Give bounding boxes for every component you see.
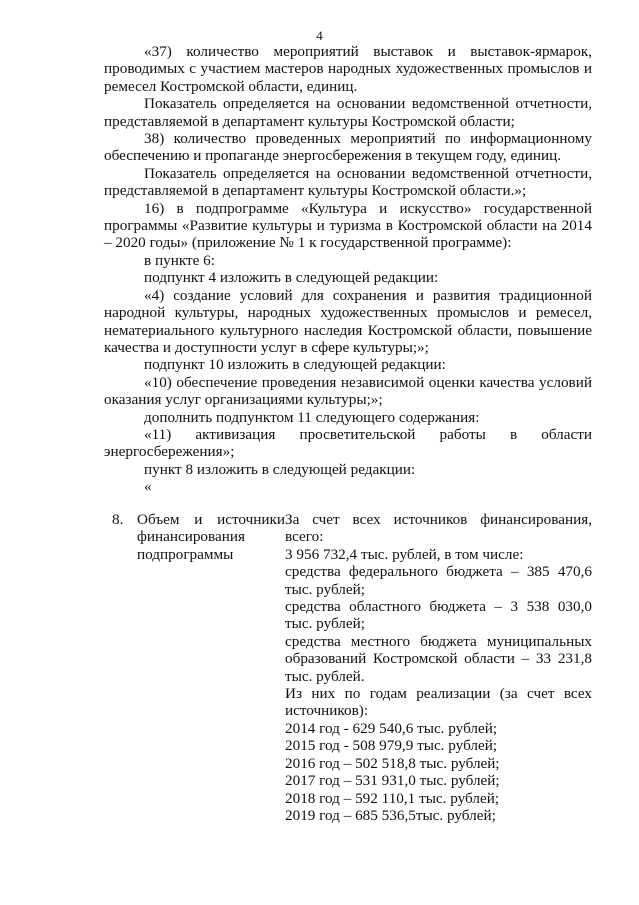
paragraph-item-16: 16) в подпрограмме «Культура и искусство» государственной программы «Развитие культуры и туризма в Костромской области на 2014 – 2020 годы» (приложение № 1 к государственной программе): <box>104 199 592 252</box>
financing-total: 3 956 732,4 тыс. рублей, в том числе: <box>285 545 524 563</box>
paragraph-point-8-intro: пункт 8 изложить в следующей редакции: <box>144 460 416 478</box>
financing-federal: средства федерального бюджета – 385 470,6 тыс. рублей; <box>285 563 592 598</box>
paragraph-subpoint-4-text: «4) создание условий для сохранения и развития традиционной народной культуры, народных художественных промыслов и ремесел, нематериального культурного наследия Костромской области, повышение качества и доступности услуг в сфере культуры;»; <box>104 286 592 356</box>
table-row-name-rest: финансирования подпрограммы <box>137 528 245 563</box>
financing-year-2017: 2017 год – 531 931,0 тыс. рублей; <box>285 772 500 790</box>
table-row-number: 8. <box>112 511 124 528</box>
paragraph-subpoint-4-intro: подпункт 4 изложить в следующей редакции: <box>144 269 439 287</box>
financing-year-2016: 2016 год – 502 518,8 тыс. рублей; <box>285 754 500 772</box>
financing-year-2014: 2014 год - 629 540,6 тыс. рублей; <box>285 719 498 737</box>
financing-table <box>112 511 592 824</box>
opening-quote: « <box>144 478 152 496</box>
table-row-content <box>285 511 592 824</box>
paragraph-item-37: «37) количество мероприятий выставок и выставок-ярмарок, проводимых с участием мастеров народных художественных промыслов и ремесел Костромской области, единиц. <box>104 43 592 95</box>
paragraph-indicator-note-1: Показатель определяется на основании ведомственной отчетности, представляемой в департамент культуры Костромской области; <box>104 95 592 130</box>
financing-year-2018: 2018 год – 592 110,1 тыс. рублей; <box>285 789 500 807</box>
body-text <box>104 43 592 496</box>
paragraph-point-6: в пункте 6: <box>144 251 215 269</box>
financing-by-year-intro: Из них по годам реализации (за счет всех источников): <box>285 685 592 720</box>
table-row-name-line1: Объем и источники <box>137 511 285 528</box>
financing-total-intro: За счет всех источников финансирования, всего: <box>285 511 592 546</box>
page-number: 4 <box>316 28 323 43</box>
financing-year-2019: 2019 год – 685 536,5тыс. рублей; <box>285 806 496 824</box>
paragraph-subpoint-11-text: «11) активизация просветительской работы в области энергосбережения»; <box>104 425 592 461</box>
paragraph-subpoint-11-intro: дополнить подпунктом 11 следующего содержания: <box>144 408 480 426</box>
financing-regional: средства областного бюджета – 3 538 030,0 тыс. рублей; <box>285 598 592 633</box>
table-row-name <box>137 511 285 824</box>
paragraph-subpoint-10-text: «10) обеспечение проведения независимой оценки качества условий оказания услуг организациями культуры;»; <box>104 373 592 409</box>
paragraph-subpoint-10-intro: подпункт 10 изложить в следующей редакции: <box>144 356 446 374</box>
paragraph-item-38: 38) количество проведенных мероприятий по информационному обеспечению и пропаганде энергосбережения в текущем году, единиц. <box>104 130 592 165</box>
financing-local: средства местного бюджета муниципальных образований Костромской области – 33 231,8 тыс. рублей. <box>285 632 592 685</box>
paragraph-indicator-note-2: Показатель определяется на основании ведомственной отчетности, представляемой в департамент культуры Костромской области.»; <box>104 164 592 200</box>
financing-year-2015: 2015 год - 508 979,9 тыс. рублей; <box>285 737 498 755</box>
